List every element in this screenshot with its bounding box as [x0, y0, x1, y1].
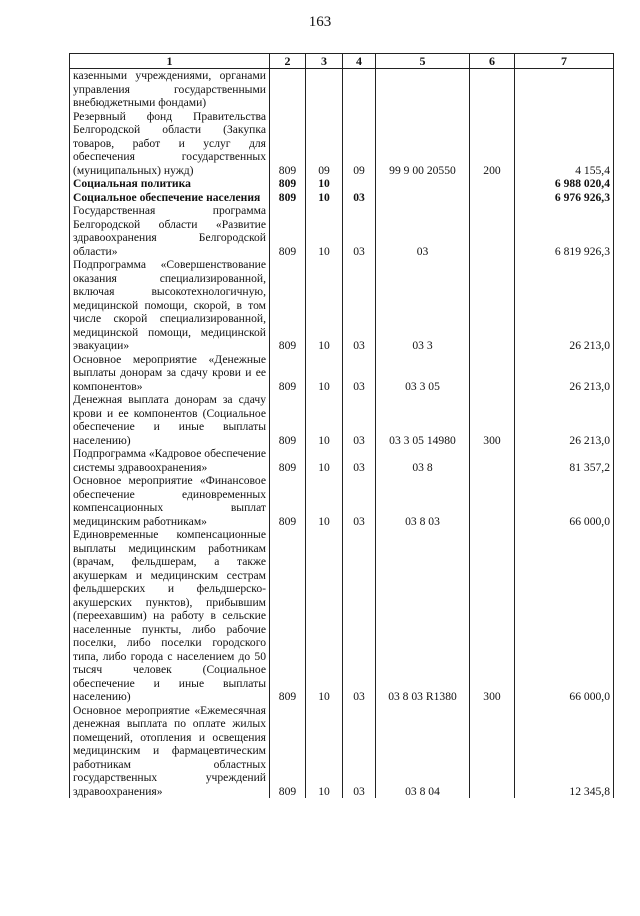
row-code: 809 [270, 177, 306, 191]
col-header-3: 3 [306, 54, 343, 69]
row-amount: 6 819 926,3 [515, 204, 614, 258]
table-row [70, 704, 614, 799]
row-type [470, 177, 515, 191]
row-section: 10 [306, 704, 343, 799]
table-body [70, 69, 614, 799]
row-target: 03 8 04 [376, 704, 470, 799]
row-target: 03 8 03 [376, 474, 470, 528]
row-type [470, 258, 515, 353]
row-target [376, 177, 470, 191]
row-section: 10 [306, 191, 343, 205]
row-type [470, 191, 515, 205]
row-section: 09 [306, 110, 343, 178]
row-code: 809 [270, 528, 306, 704]
row-section: 10 [306, 528, 343, 704]
table-row [70, 177, 614, 191]
header-row [70, 54, 614, 69]
table-row [70, 393, 614, 447]
table-row [70, 447, 614, 474]
row-code: 809 [270, 110, 306, 178]
row-amount: 26 213,0 [515, 258, 614, 353]
row-amount: 66 000,0 [515, 474, 614, 528]
row-name: Денежная выплата донорам за сдачу крови и ее компонентов (Социальное обеспечение и иные выплаты населению) [70, 393, 270, 447]
row-name: Основное мероприятие «Денежные выплаты донорам за сдачу крови и ее компонентов» [70, 353, 270, 394]
row-subsection: 03 [343, 258, 376, 353]
row-amount: 12 345,8 [515, 704, 614, 799]
row-code: 809 [270, 191, 306, 205]
col-header-1: 1 [70, 54, 270, 69]
row-section [306, 69, 343, 110]
row-name: Основное мероприятие «Ежемесячная денежная выплата по оплате жилых помещений, отопления и освещения медицинским и фармацевтическим работникам областных государственных учреждений здравоохранения» [70, 704, 270, 799]
row-section: 10 [306, 393, 343, 447]
row-section: 10 [306, 177, 343, 191]
budget-table [69, 53, 614, 798]
row-subsection: 03 [343, 204, 376, 258]
row-target [376, 191, 470, 205]
row-type [470, 474, 515, 528]
row-section: 10 [306, 474, 343, 528]
row-name: Подпрограмма «Совершенствование оказания специализированной, включая высокотехнологичную, медицинской помощи, скорой, в том числе скорой специализированной, медицинской помощи, медицинской эвакуации» [70, 258, 270, 353]
row-target: 03 3 05 14980 [376, 393, 470, 447]
col-header-2: 2 [270, 54, 306, 69]
row-name: Подпрограмма «Кадровое обеспечение системы здравоохранения» [70, 447, 270, 474]
row-code: 809 [270, 258, 306, 353]
row-target: 03 3 [376, 258, 470, 353]
row-name: казенными учреждениями, органами управления государственными внебюджетными фондами) [70, 69, 270, 110]
table-row [70, 474, 614, 528]
row-target: 03 [376, 204, 470, 258]
row-code: 809 [270, 353, 306, 394]
col-header-4: 4 [343, 54, 376, 69]
row-target: 03 8 [376, 447, 470, 474]
row-target [376, 69, 470, 110]
row-type [470, 704, 515, 799]
row-code [270, 69, 306, 110]
row-subsection: 03 [343, 474, 376, 528]
row-code: 809 [270, 447, 306, 474]
col-header-6: 6 [470, 54, 515, 69]
page-number: 163 [308, 14, 332, 30]
table-row [70, 110, 614, 178]
row-target: 99 9 00 20550 [376, 110, 470, 178]
row-subsection: 03 [343, 704, 376, 799]
row-code: 809 [270, 474, 306, 528]
row-amount [515, 69, 614, 110]
row-code: 809 [270, 704, 306, 799]
row-subsection: 03 [343, 393, 376, 447]
col-header-5: 5 [376, 54, 470, 69]
row-type [470, 447, 515, 474]
table-row [70, 69, 614, 110]
row-subsection: 03 [343, 447, 376, 474]
row-name: Социальное обеспечение населения [70, 191, 270, 205]
row-name: Резервный фонд Правительства Белгородской области (Закупка товаров, работ и услуг для обеспечения государственных (муниципальных) нужд) [70, 110, 270, 178]
row-target: 03 8 03 R1380 [376, 528, 470, 704]
table-row [70, 204, 614, 258]
row-section: 10 [306, 353, 343, 394]
row-subsection [343, 69, 376, 110]
row-section: 10 [306, 447, 343, 474]
row-code: 809 [270, 204, 306, 258]
row-amount: 66 000,0 [515, 528, 614, 704]
row-type: 300 [470, 528, 515, 704]
row-type: 300 [470, 393, 515, 447]
row-subsection: 03 [343, 353, 376, 394]
row-type [470, 204, 515, 258]
row-name: Основное мероприятие «Финансовое обеспечение единовременных компенсационных выплат медицинским работникам» [70, 474, 270, 528]
row-amount: 26 213,0 [515, 353, 614, 394]
table-row [70, 528, 614, 704]
row-section: 10 [306, 204, 343, 258]
row-subsection [343, 177, 376, 191]
table-row [70, 258, 614, 353]
row-amount: 81 357,2 [515, 447, 614, 474]
col-header-7: 7 [515, 54, 614, 69]
row-name: Социальная политика [70, 177, 270, 191]
row-amount: 26 213,0 [515, 393, 614, 447]
row-subsection: 03 [343, 191, 376, 205]
row-section: 10 [306, 258, 343, 353]
row-amount: 6 988 020,4 [515, 177, 614, 191]
row-target: 03 3 05 [376, 353, 470, 394]
row-amount: 6 976 926,3 [515, 191, 614, 205]
row-subsection: 03 [343, 528, 376, 704]
row-type: 200 [470, 110, 515, 178]
row-type [470, 69, 515, 110]
row-code: 809 [270, 393, 306, 447]
row-type [470, 353, 515, 394]
row-subsection: 09 [343, 110, 376, 178]
table-row [70, 353, 614, 394]
row-name: Государственная программа Белгородской области «Развитие здравоохранения Белгородской области» [70, 204, 270, 258]
table-row [70, 191, 614, 205]
row-name: Единовременные компенсационные выплаты медицинским работникам (врачам, фельдшерам, а также акушеркам и медицинским сестрам фельдшерских и фельдшерско-акушерских пунктов), прибывшим (переехавшим) на работу в сельские населенные пункты, либо рабочие поселки, либо поселки городского типа, либо города с населением до 50 тысяч человек (Социальное обеспечение и иные выплаты населению) [70, 528, 270, 704]
row-amount: 4 155,4 [515, 110, 614, 178]
